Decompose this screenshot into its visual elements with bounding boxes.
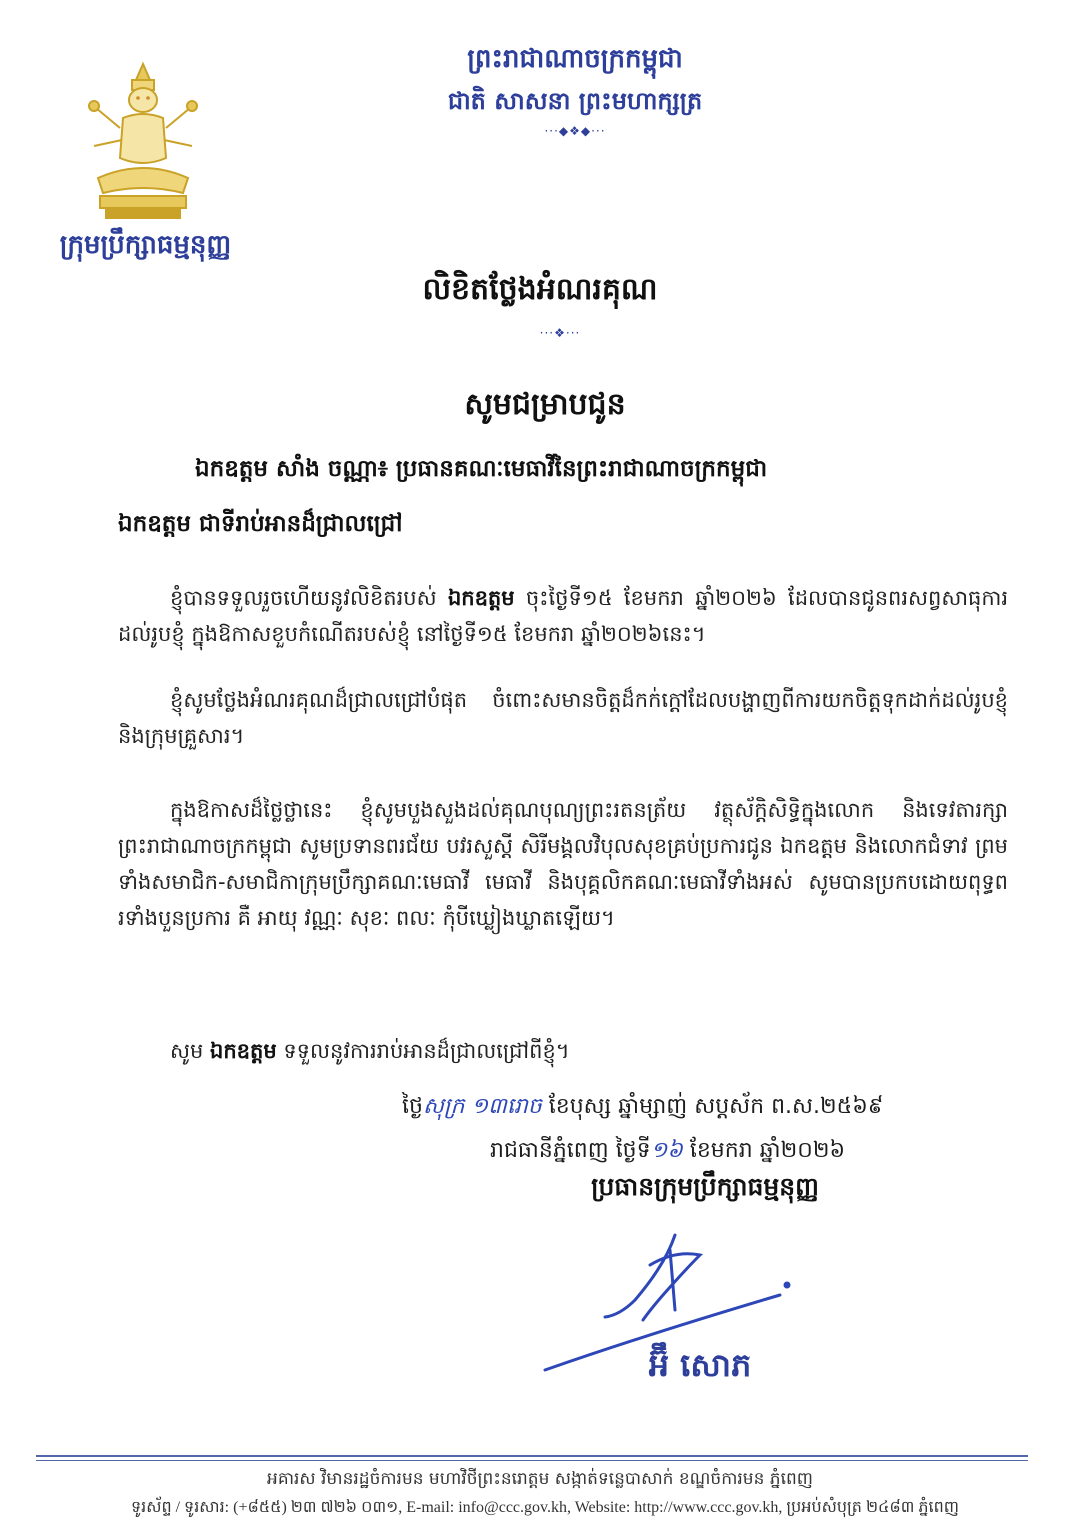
kingdom-title: ព្រះរាជាណាចក្រកម្ពុជា xyxy=(467,44,683,74)
paragraph-2: ខ្ញុំសូមថ្លែងអំណរគុណដ៏ជ្រាលជ្រៅបំផុត ចំពោះសមានចិត្តដ៏កក់ក្តៅដែលបង្ហាញពីការយកចិត្តទុកដាក់ដល់រូបខ្ញុំ និងក្រុមគ្រួសារ។ xyxy=(118,688,1008,748)
footer-divider-bottom xyxy=(36,1460,1028,1461)
paragraph-4: សូម ឯកឧត្តម ទទួលនូវការរាប់អានដ៏ជ្រាលជ្រៅពីខ្ញុំ។ xyxy=(170,1039,570,1063)
footer-address: អគារស វិមានរដ្ឋចំការមន មហាវិថីព្រះនរោត្តម សង្កាត់ទន្លេបាសាក់ ខណ្ឌចំការមន ភ្នំពេញ xyxy=(267,1469,813,1489)
ornament-divider: ···◆❖◆··· xyxy=(544,124,606,138)
paragraph-1: ខ្ញុំបានទទួលរួចហើយនូវលិខិតរបស់ ឯកឧត្តម ចុះថ្ងៃទី១៥ ខែមករា ឆ្នាំ២០២៦ ដែលបានជូនពរសព្វសាធុការដល់រូបខ្ញុំ ក្នុងឱកាសខួបកំណើតរបស់ខ្ញុំ នៅថ្ងៃទី១៥ ខែមករា ឆ្នាំ២០២៦នេះ។ xyxy=(118,586,1009,646)
royal-emblem-icon xyxy=(78,58,208,228)
addressee-line-1: ឯកឧត្តម សាំង ចណ្ណា៖ ប្រធានគណៈមេធាវីនៃព្រះរាជាណាចក្រកម្ពុជា xyxy=(195,456,768,482)
salutation: សូមជម្រាបជូន xyxy=(464,387,626,422)
footer-divider-top xyxy=(36,1455,1028,1457)
signatory-title: ប្រធានក្រុមប្រឹក្សាធម្មនុញ្ញ xyxy=(591,1172,819,1201)
signatory-name: អ៊ឹ សោភ xyxy=(648,1346,752,1384)
title-ornament: ···❖··· xyxy=(539,326,581,340)
document-title: លិខិតថ្លែងអំណរគុណ xyxy=(422,272,658,307)
solar-date: រាជធានីភ្នំពេញ ថ្ងៃទី១៦ ខែមករា ឆ្នាំ២០២៦ xyxy=(490,1138,846,1163)
paragraph-3: ក្នុងឱកាសដ៏ថ្លៃថ្លានេះ ខ្ញុំសូមបួងសួងដល់គុណបុណ្យព្រះរតនត្រ័យ វត្ថុស័ក្តិសិទ្ធិក្នុងលោក និងទេវតារក្សាព្រះរាជាណាចក្រកម្ពុជា សូមប្រទានពរជ័យ បវរសួស្តី សិរីមង្គលវិបុលសុខគ្រប់ប្រការជូន ឯកឧត្តម និងលោកជំទាវ ព្រមទាំងសមាជិក-សមាជិកាក្រុមប្រឹក្សាគណៈមេធាវី មេធាវី និងបុគ្គលិកគណៈមេធាវីទាំងអស់ សូមបានប្រកបដោយពុទ្ធពរទាំងបួនប្រការ គឺ អាយុ វណ្ណៈ សុខៈ ពលៈ កុំបីឃ្លៀងឃ្លាតឡើយ។ xyxy=(118,798,1008,930)
lunar-date: ថ្ងៃសុក្រ ១៣រោច ខែបុស្ស ឆ្នាំម្សាញ់ សប្តស័ក ព.ស.២៥៦៩ xyxy=(402,1094,884,1119)
footer-contact: ទូរស័ព្ទ / ទូរសារ: (+៨៥៥) ២៣ ៧២៦ ០៣១, E-mail: info@ccc.gov.kh, Website: http://www.ccc.gov.kh, ប្រអប់សំបុត្រ ២៤៨៣ ភ្នំពេញ xyxy=(130,1499,960,1516)
organization-name: ក្រុមប្រឹក្សាធម្មនុញ្ញ xyxy=(59,230,232,260)
addressee-line-2: ឯកឧត្តម ជាទីរាប់អានដ៏ជ្រាលជ្រៅ xyxy=(118,511,403,537)
national-motto: ជាតិ សាសនា ព្រះមហាក្សត្រ xyxy=(447,86,703,115)
